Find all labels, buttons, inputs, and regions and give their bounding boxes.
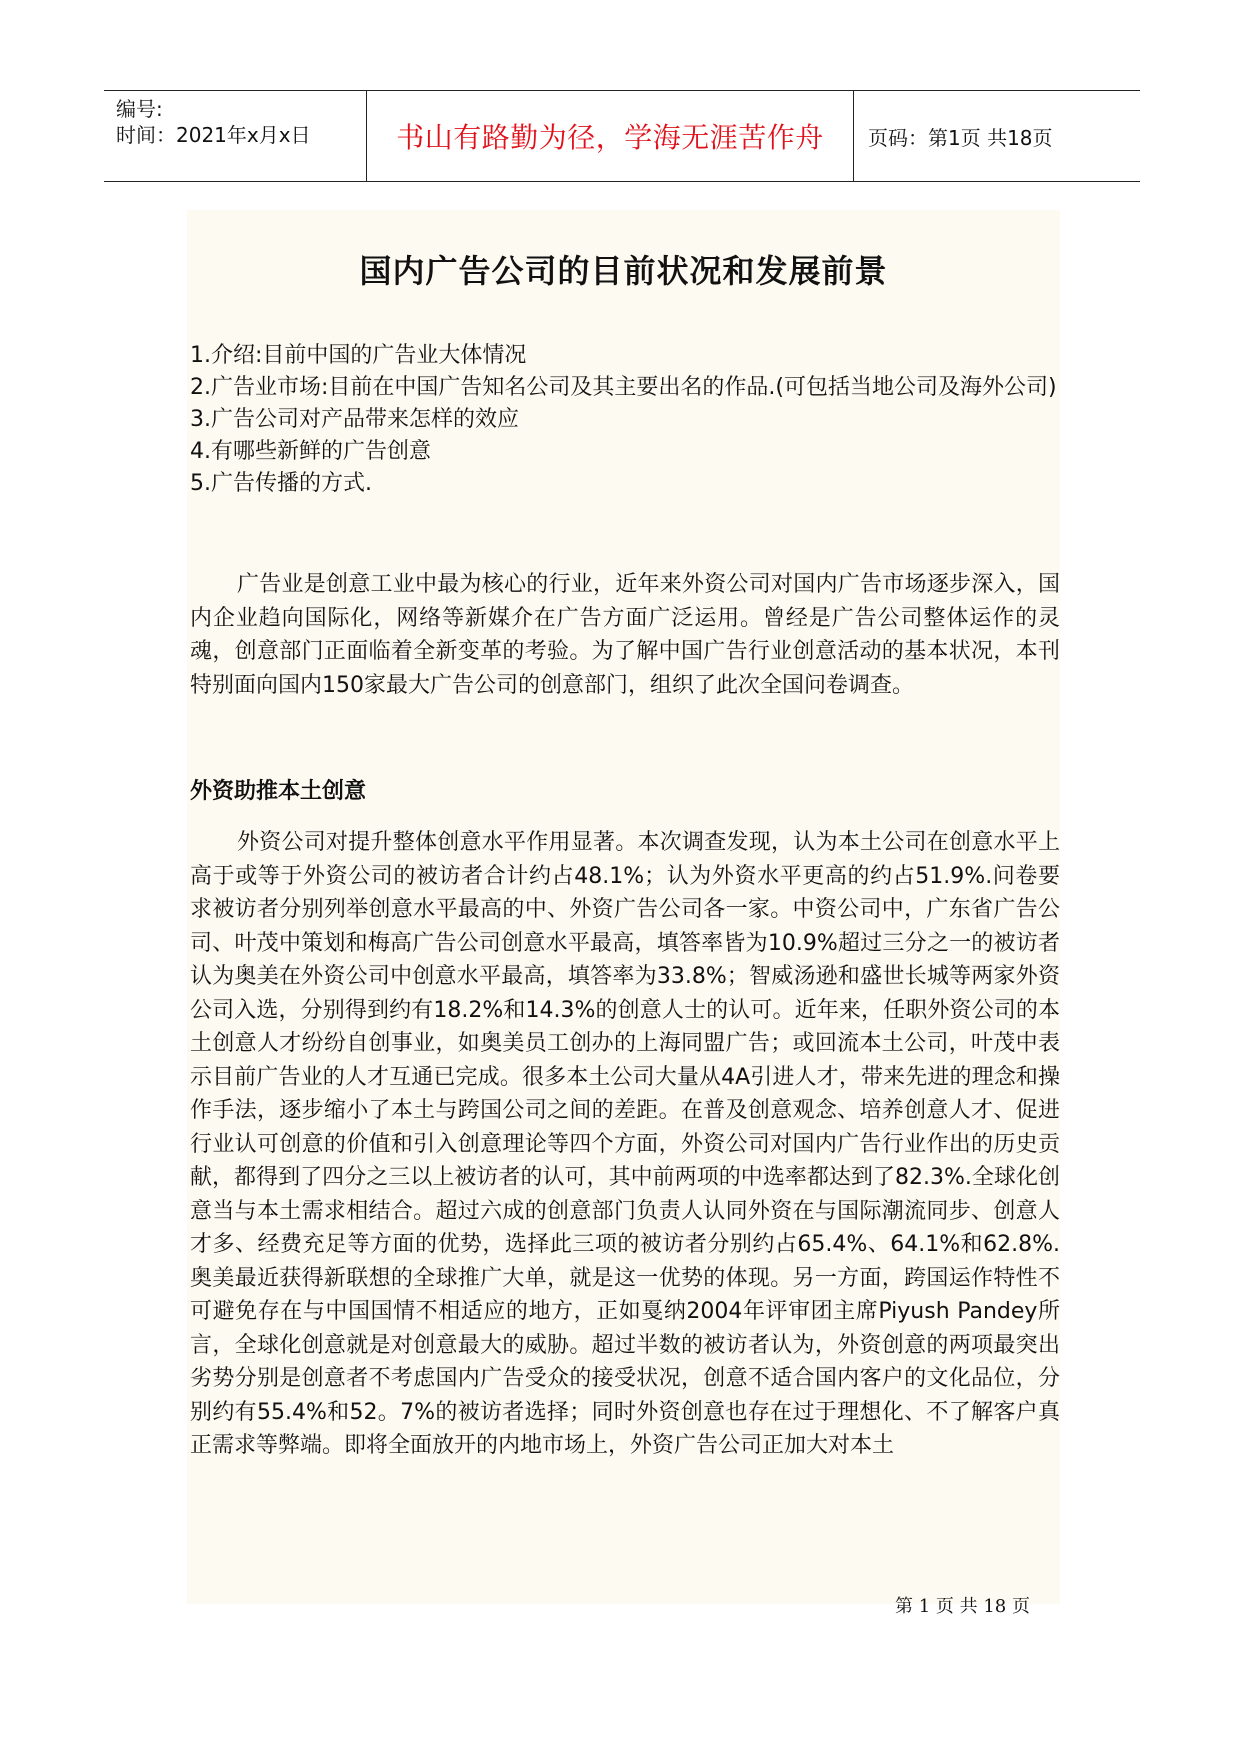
footer-page-number: 第 1 页 共 18 页 [895,1596,1030,1617]
section-heading: 外资助推本土创意 [190,779,367,804]
time-label: 时间：2021年x月x日 [116,123,311,147]
intro-paragraph: 广告业是创意工业中最为核心的行业，近年来外资公司对国内广告市场逐步深入，国内企业趋向国际化，网络等新媒介在广告方面广泛运用。曾经是广告公司整体运作的灵魂，创意部门正面临着全新变革的考验。为了解中国广告行业创意活动的基本状况，本刊特别面向国内150家最大广告公司的创意部门，组织了此次全国问卷调查。 [190,572,1060,698]
serial-number-label: 编号: [116,97,163,121]
motto-text: 书山有路勤为径，学海无涯苦作舟 [396,121,824,154]
outline-item: 3.广告公司对产品带来怎样的效应 [190,407,519,432]
outline-item: 2.广告业市场:目前在中国广告知名公司及其主要出名的作品.(可包括当地公司及海外公司) [190,375,1057,400]
outline-list [190,340,1060,500]
header-left-cell [104,91,367,181]
header-table [104,90,1140,182]
section-paragraph: 外资公司对提升整体创意水平作用显著。本次调查发现，认为本土公司在创意水平上高于或等于外资公司的被访者合计约占48.1%；认为外资水平更高的约占51.9%.问卷要求被访者分别列举创意水平最高的中、外资广告公司各一家。中资公司中，广东省广告公司、叶茂中策划和梅高广告公司创意水平最高，填答率皆为10.9%超过三分之一的被访者认为奥美在外资公司中创意水平最高，填答率为33.8%；智威汤逊和盛世长城等两家外资公司入选，分别得到约有18.2%和14.3%的创意人士的认可。近年来，任职外资公司的本土创意人才纷纷自创事业，如奥美员工创办的上海同盟广告；或回流本土公司，叶茂中表示目前广告业的人才互通已完成。很多本土公司大量从4A引进人才，带来先进的理念和操作手法，逐步缩小了本土与跨国公司之间的差距。在普及创意观念、培养创意人才、促进行业认可创意的价值和引入创意理论等四个方面，外资公司对国内广告行业作出的历史贡献，都得到了四分之三以上被访者的认可，其中前两项的中选率都达到了82.3%.全球化创意当与本土需求相结合。超过六成的创意部门负责人认同外资在与国际潮流同步、创意人才多、经费充足等方面的优势，选择此三项的被访者分别约占65.4%、64.1%和62.8%.奥美最近获得新联想的全球推广大单，就是这一优势的体现。另一方面，跨国运作特性不可避免存在与中国国情不相适应的地方，正如戛纳2004年评审团主席Piyush Pandey所言，全球化创意就是对创意最大的威胁。超过半数的被访者认为，外资创意的两项最突出劣势分别是创意者不考虑国内广告受众的接受状况，创意不适合国内客户的文化品位，分别约有55.4%和52。7%的被访者选择；同时外资创意也存在过于理想化、不了解客户真正需求等弊端。即将全面放开的内地市场上，外资广告公司正加大对本土 [190,830,1060,1458]
outline-item: 1.介绍:目前中国的广告业大体情况 [190,343,527,368]
document-title: 国内广告公司的目前状况和发展前景 [359,252,888,291]
outline-item: 5.广告传播的方式. [190,471,372,496]
header-middle-cell [367,91,854,181]
header-right-cell [854,91,1140,181]
outline-item: 4.有哪些新鲜的广告创意 [190,439,431,464]
header-page-number: 页码：第1页 共18页 [868,125,1053,150]
